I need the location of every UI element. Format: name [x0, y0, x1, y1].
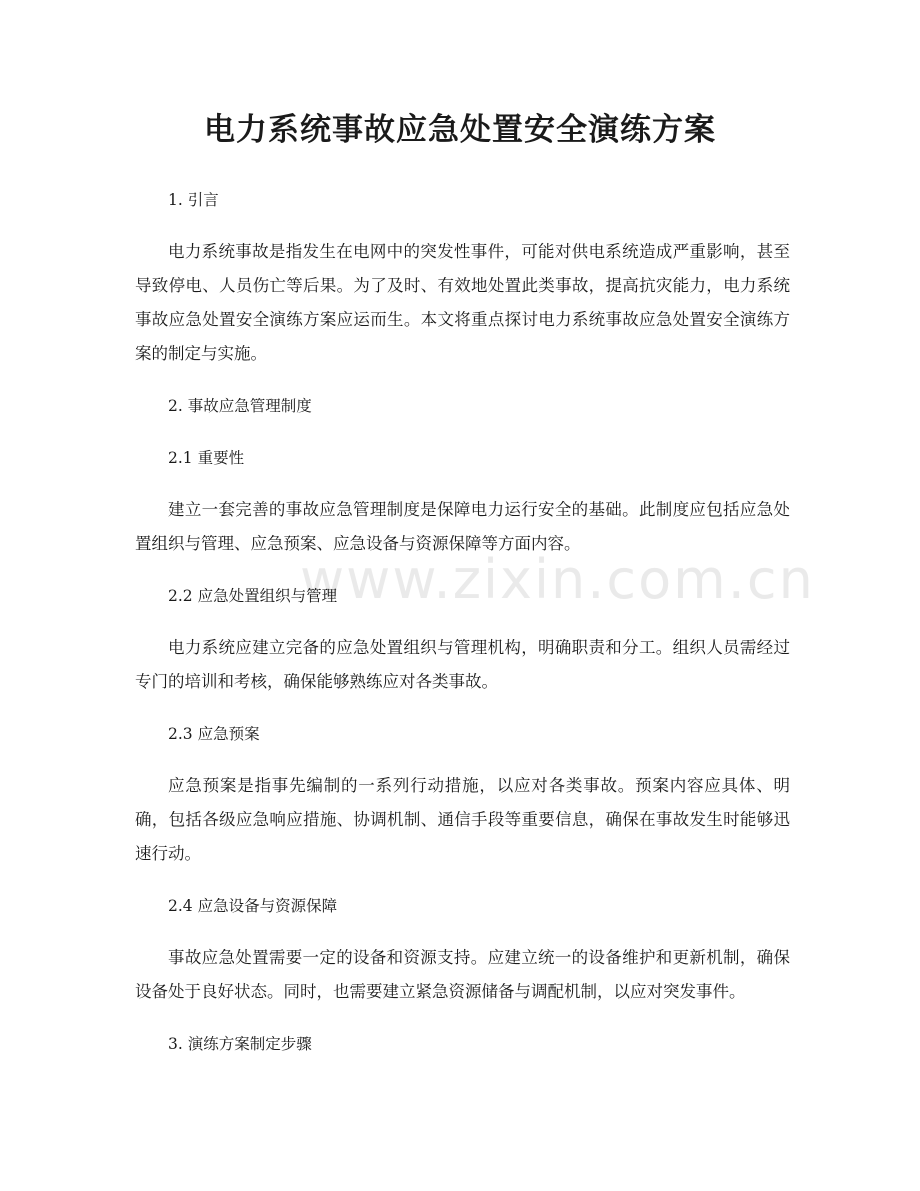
paragraph-2-1: 建立一套完善的事故应急管理制度是保障电力运行安全的基础。此制度应包括应急处置组织与管理、应急预案、应急设备与资源保障等方面内容。	[135, 500, 790, 553]
paragraph-intro: 电力系统事故是指发生在电网中的突发性事件，可能对供电系统造成严重影响，甚至导致停电、人员伤亡等后果。为了及时、有效地处置此类事故，提高抗灾能力，电力系统事故应急处置安全演练方案应运而生。本文将重点探讨电力系统事故应急处置安全演练方案的制定与实施。	[135, 242, 790, 363]
paragraph-2-4: 事故应急处置需要一定的设备和资源支持。应建立统一的设备维护和更新机制，确保设备处于良好状态。同时，也需要建立紧急资源储备与调配机制，以应对突发事件。	[135, 948, 790, 1001]
document-body	[135, 183, 815, 1061]
paragraph-2-3: 应急预案是指事先编制的一系列行动措施，以应对各类事故。预案内容应具体、明确，包括各级应急响应措施、协调机制、通信手段等重要信息，确保在事故发生时能够迅速行动。	[135, 776, 790, 863]
section-heading-2: 2. 事故应急管理制度	[168, 397, 312, 415]
section-heading-2-4: 2.4 应急设备与资源保障	[168, 897, 338, 915]
document-title: 电力系统事故应急处置安全演练方案	[204, 112, 716, 148]
section-heading-3: 3. 演练方案制定步骤	[168, 1035, 312, 1053]
section-heading-1: 1. 引言	[168, 191, 219, 209]
section-heading-2-1: 2.1 重要性	[168, 449, 245, 467]
section-heading-2-3: 2.3 应急预案	[168, 725, 260, 743]
section-heading-2-2: 2.2 应急处置组织与管理	[168, 587, 338, 605]
watermark: www.zixin.com.cn	[300, 548, 815, 611]
paragraph-2-2: 电力系统应建立完备的应急处置组织与管理机构，明确职责和分工。组织人员需经过专门的培训和考核，确保能够熟练应对各类事故。	[135, 638, 790, 691]
